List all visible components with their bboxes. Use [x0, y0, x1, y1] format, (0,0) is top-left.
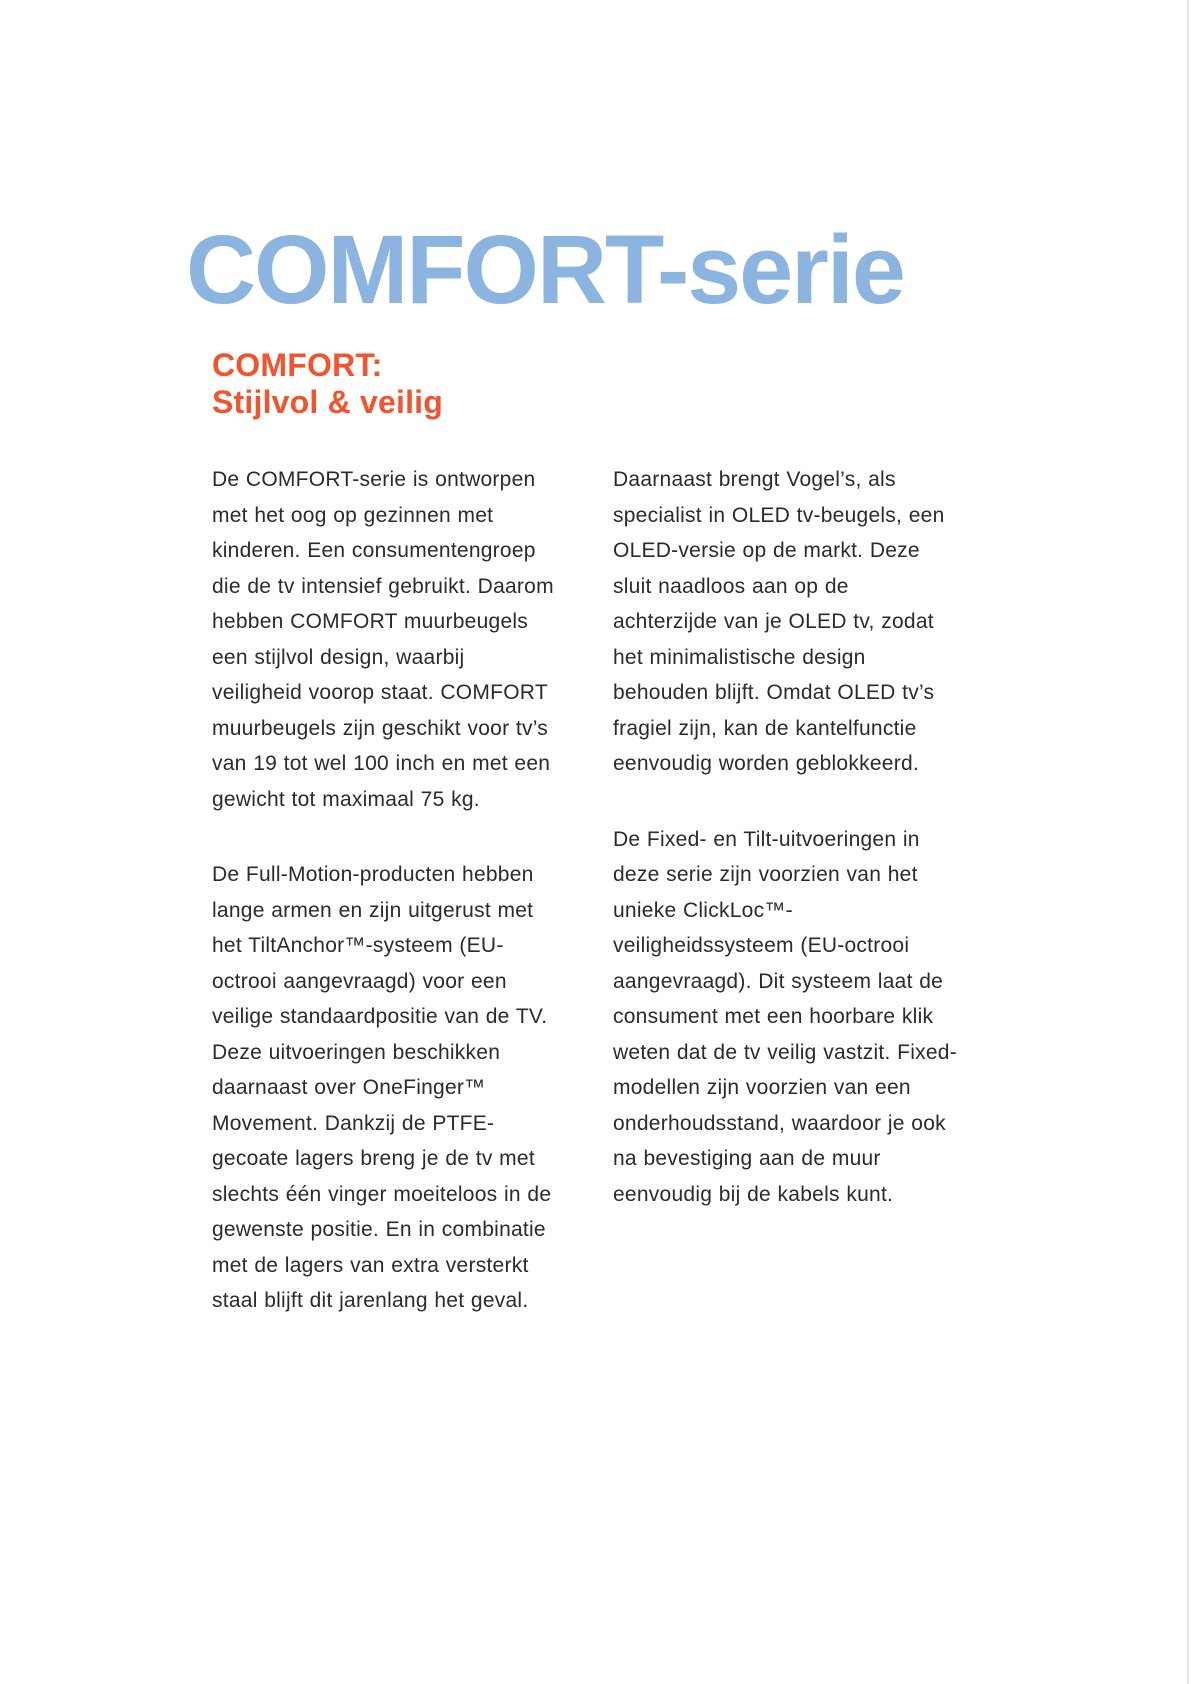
left-column-paragraph-1: De COMFORT-serie is ontworpen met het oog op gezinnen met kinderen. Een consumentengroep die de tv intensief gebruikt. Daarom hebben COMFORT muurbeugels een stijlvol design, waarbij veiligheid voorop staat. COMFORT muurbeugels zijn geschikt voor tv’s van 19 tot wel 100 inch en met een gewicht tot maximaal 75 kg. — [212, 468, 554, 811]
right-column-paragraph-2: De Fixed- en Tilt-uitvoeringen in deze serie zijn voorzien van het unieke ClickLoc™-veiligheidssysteem (EU-octrooi aangevraagd). Dit systeem laat de consument met een hoorbare klik weten dat de tv veilig vastzit. Fixed-modellen zijn voorzien van een onderhoudsstand, waardoor je ook na bevestiging aan de muur eenvoudig bij de kabels kunt. — [613, 827, 957, 1206]
page-edge-line — [1187, 0, 1189, 1684]
section-heading — [212, 347, 443, 421]
right-column-paragraph-1: Daarnaast brengt Vogel’s, als specialist in OLED tv-beugels, een OLED-versie op de markt. Deze sluit naadloos aan op de achterzijde van je OLED tv, zodat het minimalistische design behouden blijft. Omdat OLED tv’s fragiel zijn, kan de kantelfunctie eenvoudig worden geblokkeerd. — [613, 468, 945, 775]
section-heading-line1: COMFORT: — [212, 347, 383, 383]
right-column — [613, 462, 959, 1212]
left-column — [212, 462, 558, 1319]
section-heading-line2: Stijlvol & veilig — [212, 384, 444, 420]
left-column-paragraph-2: De Full-Motion-producten hebben lange armen en zijn uitgerust met het TiltAnchor™-systeem (EU-octrooi aangevraagd) voor een veilige standaardpositie van de TV. Deze uitvoeringen beschikken daarnaast over OneFinger™ Movement. Dankzij de PTFE-gecoate lagers breng je de tv met slechts één vinger moeiteloos in de gewenste positie. En in combinatie met de lagers van extra versterkt staal blijft dit jarenlang het geval. — [212, 863, 552, 1312]
page-title: COMFORT-serie — [186, 214, 904, 324]
